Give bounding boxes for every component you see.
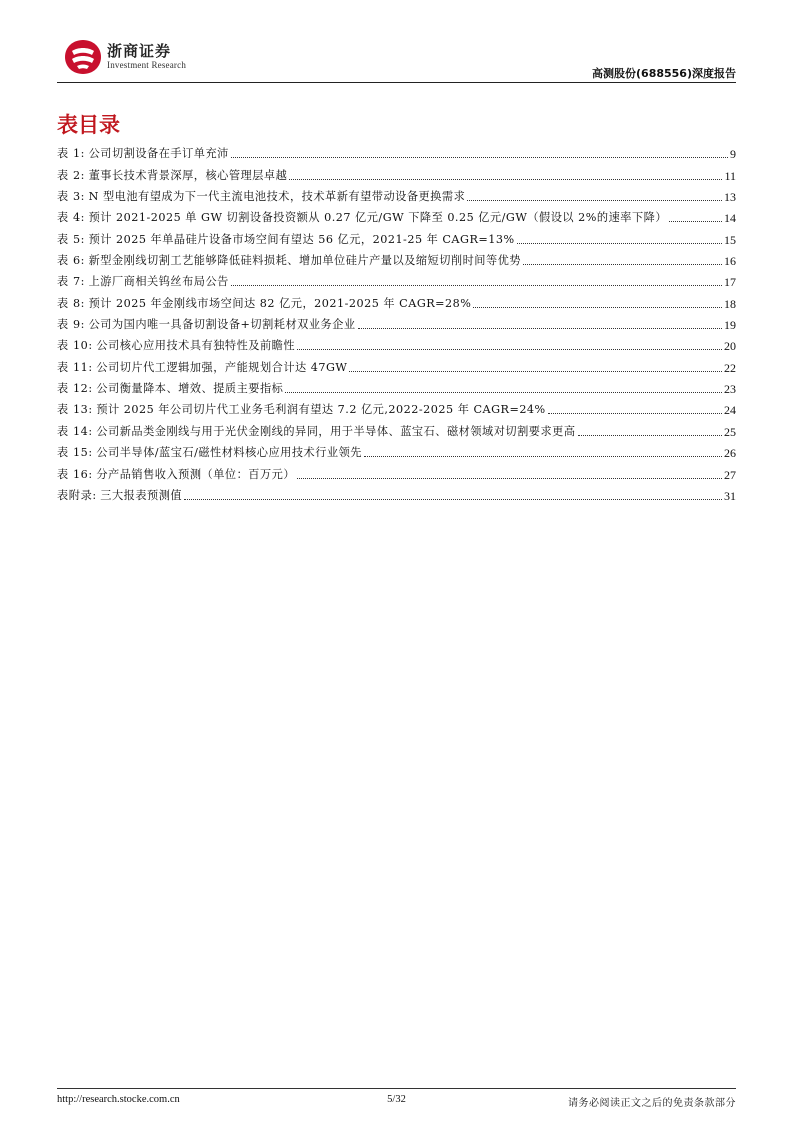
toc-entry-page: 16 bbox=[724, 254, 736, 269]
brand-name-cn: 浙商证券 bbox=[107, 42, 172, 60]
toc-entry[interactable] bbox=[57, 268, 736, 289]
toc-entry[interactable] bbox=[57, 161, 736, 182]
toc-entry-page: 13 bbox=[724, 190, 736, 205]
toc-entry-title: 公司核心应用技术具有独特性及前瞻性 bbox=[96, 339, 296, 353]
toc-entry[interactable] bbox=[57, 225, 736, 246]
dot-leader bbox=[184, 499, 722, 500]
report-name: 高测股份(688556)深度报告 bbox=[592, 67, 736, 80]
toc-entry-label: 表 16: bbox=[57, 467, 93, 481]
toc-entry-page: 31 bbox=[724, 488, 736, 503]
dot-leader bbox=[297, 349, 722, 350]
toc-entry[interactable] bbox=[57, 311, 736, 332]
dot-leader bbox=[297, 478, 722, 479]
toc-entry-page: 14 bbox=[724, 211, 736, 226]
toc-entry-label: 表 4: bbox=[57, 211, 86, 225]
header-divider bbox=[57, 82, 736, 83]
brand-name-en: Investment Research bbox=[107, 60, 187, 70]
toc-entry-page: 19 bbox=[724, 318, 736, 333]
toc-entry-page: 27 bbox=[724, 467, 736, 482]
dot-leader bbox=[231, 157, 728, 158]
dot-leader bbox=[349, 371, 722, 372]
toc-entry-label: 表 6: bbox=[57, 254, 86, 268]
toc-entry[interactable] bbox=[57, 396, 736, 417]
toc-entry-label: 表 10: bbox=[57, 339, 93, 353]
dot-leader bbox=[467, 200, 722, 201]
toc-entry[interactable] bbox=[57, 460, 736, 481]
toc-entry-page: 17 bbox=[724, 275, 736, 290]
toc-entry-title: 上游厂商相关钨丝布局公告 bbox=[88, 275, 229, 289]
toc-entry-title: 公司为国内唯一具备切割设备+切割耗材双业务企业 bbox=[88, 318, 356, 332]
toc-entry-page: 25 bbox=[724, 424, 736, 439]
dot-leader bbox=[285, 392, 722, 393]
toc-entry-title: 公司新品类金刚线与用于光伏金刚线的异同，用于半导体、蓝宝石、磁材领域对切割要求更高 bbox=[96, 424, 576, 438]
brand bbox=[107, 42, 186, 71]
toc-entry-page: 26 bbox=[724, 446, 736, 461]
toc-entry-title: 三大报表预测值 bbox=[100, 488, 183, 502]
dot-leader bbox=[578, 435, 722, 436]
toc-entry-title: 公司切割设备在手订单充沛 bbox=[88, 147, 229, 161]
toc-entry-page: 15 bbox=[724, 232, 736, 247]
toc-entry-label: 表 7: bbox=[57, 275, 86, 289]
toc-entry-label: 表 1: bbox=[57, 147, 86, 161]
toc-entry-title: 公司半导体/蓝宝石/磁性材料核心应用技术行业领先 bbox=[96, 446, 362, 460]
dot-leader bbox=[231, 285, 722, 286]
toc-entry-title: 公司衡量降本、增效、提质主要指标 bbox=[96, 382, 284, 396]
footer-url-link[interactable]: http://research.stocke.com.cn bbox=[57, 1094, 180, 1105]
toc-entry[interactable] bbox=[57, 375, 736, 396]
toc-entry-title: 新型金刚线切割工艺能够降低硅料损耗、增加单位硅片产量以及缩短切削时间等优势 bbox=[88, 254, 522, 268]
toc-entry-label: 表 15: bbox=[57, 446, 93, 460]
dot-leader bbox=[289, 179, 722, 180]
dot-leader bbox=[473, 307, 722, 308]
toc-entry-title: N 型电池有望成为下一代主流电池技术，技术革新有望带动设备更换需求 bbox=[88, 190, 466, 204]
toc-entry-page: 23 bbox=[724, 382, 736, 397]
toc-entry-title: 分产品销售收入预测（单位：百万元） bbox=[96, 467, 296, 481]
zheshang-logo-icon bbox=[63, 38, 103, 76]
dot-leader bbox=[364, 456, 722, 457]
toc-entry[interactable] bbox=[57, 482, 736, 503]
toc-entry[interactable] bbox=[57, 247, 736, 268]
toc-entry-page: 9 bbox=[730, 147, 736, 162]
toc-entry[interactable] bbox=[57, 417, 736, 438]
toc-entry-page: 11 bbox=[724, 168, 736, 183]
toc-entry-label: 表 3: bbox=[57, 190, 86, 204]
toc-entry-title: 公司切片代工逻辑加强，产能规划合计达 47GW bbox=[96, 360, 348, 374]
toc-entry-label: 表 5: bbox=[57, 232, 86, 246]
toc-entry[interactable] bbox=[57, 289, 736, 310]
page-footer bbox=[57, 1094, 736, 1108]
footer-divider bbox=[57, 1088, 736, 1089]
toc-entry-page: 24 bbox=[724, 403, 736, 418]
toc-entry-label: 表 2: bbox=[57, 168, 86, 182]
table-of-tables bbox=[57, 140, 736, 503]
toc-entry-title: 预计 2025 年金刚线市场空间达 82 亿元，2021-2025 年 CAGR=28% bbox=[88, 296, 472, 310]
toc-entry-title: 预计 2025 年单晶硅片设备市场空间有望达 56 亿元，2021-25 年 CAGR=13% bbox=[88, 232, 515, 246]
toc-entry-label: 表 8: bbox=[57, 296, 86, 310]
toc-entry-label: 表 14: bbox=[57, 424, 93, 438]
dot-leader bbox=[523, 264, 722, 265]
toc-entry[interactable] bbox=[57, 204, 736, 225]
toc-entry-title: 预计 2025 年公司切片代工业务毛利润有望达 7.2 亿元,2022-2025 年 CAGR=24% bbox=[96, 403, 546, 417]
toc-entry-page: 20 bbox=[724, 339, 736, 354]
toc-entry[interactable] bbox=[57, 439, 736, 460]
toc-entry[interactable] bbox=[57, 183, 736, 204]
toc-entry-title: 预计 2021-2025 单 GW 切割设备投资额从 0.27 亿元/GW 下降至 0.25 亿元/GW（假设以 2%的速率下降） bbox=[88, 211, 668, 225]
toc-entry-page: 18 bbox=[724, 296, 736, 311]
toc-entry-label: 表 11: bbox=[57, 360, 93, 374]
section-title: 表目录 bbox=[57, 113, 120, 137]
dot-leader bbox=[358, 328, 722, 329]
page-header bbox=[57, 36, 736, 84]
toc-entry-label: 表 9: bbox=[57, 318, 86, 332]
toc-entry-label: 表附录: bbox=[57, 488, 97, 502]
toc-entry[interactable] bbox=[57, 332, 736, 353]
toc-entry[interactable] bbox=[57, 353, 736, 374]
toc-entry-label: 表 12: bbox=[57, 382, 93, 396]
dot-leader bbox=[517, 243, 722, 244]
toc-entry[interactable] bbox=[57, 140, 736, 161]
dot-leader bbox=[548, 413, 722, 414]
toc-entry-page: 22 bbox=[724, 360, 736, 375]
dot-leader bbox=[669, 221, 722, 222]
disclaimer-note: 请务必阅读正文之后的免责条款部分 bbox=[568, 1098, 736, 1109]
page-number: 5/32 bbox=[387, 1094, 406, 1105]
toc-entry-label: 表 13: bbox=[57, 403, 93, 417]
toc-entry-title: 董事长技术背景深厚，核心管理层卓越 bbox=[88, 168, 288, 182]
